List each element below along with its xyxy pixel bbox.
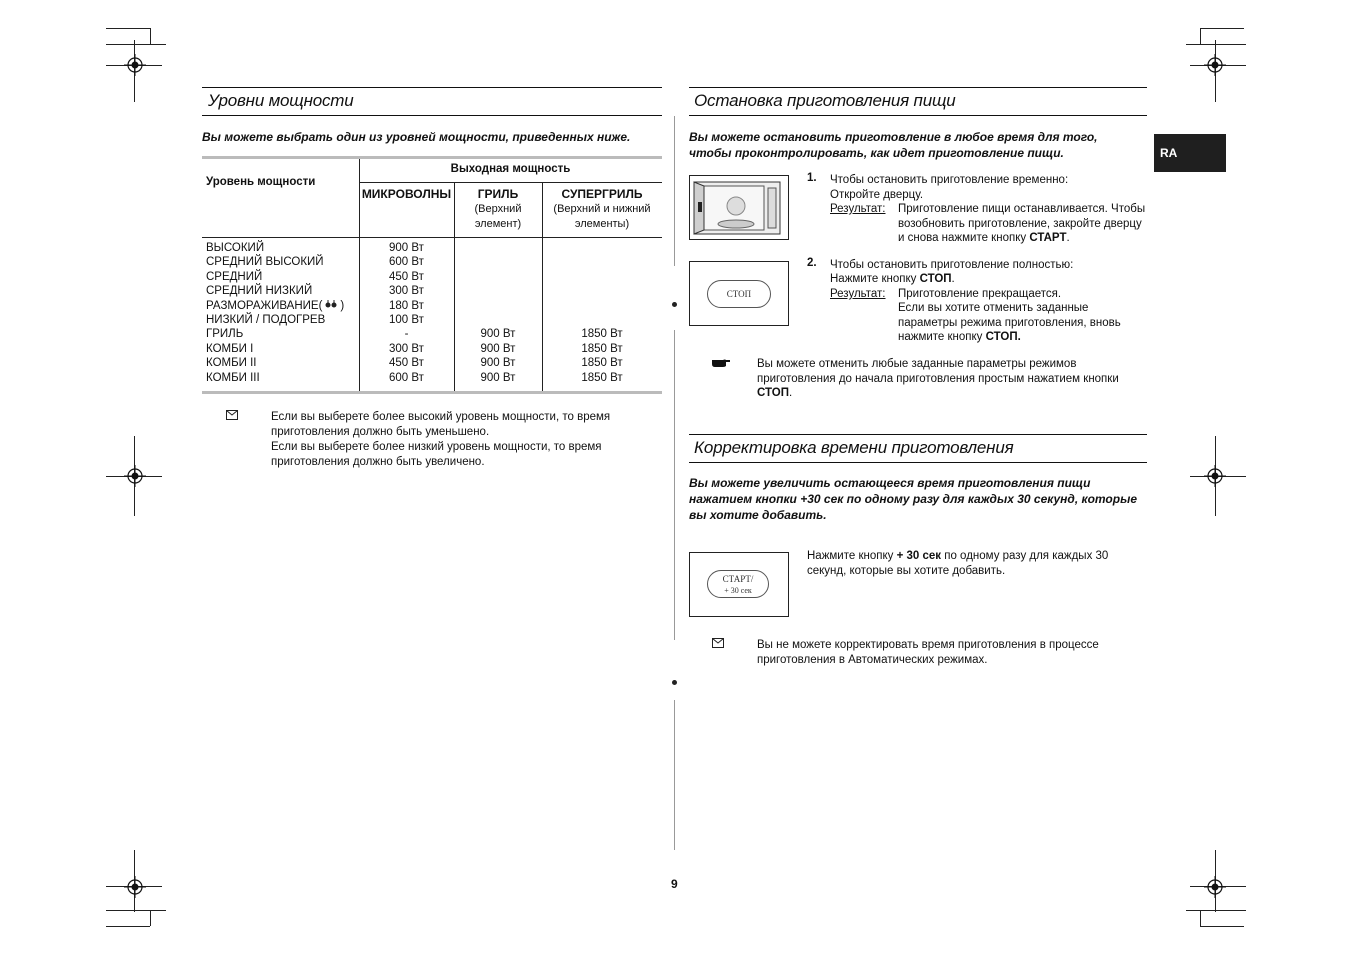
note-icon [712, 638, 724, 648]
defrost-icon [324, 300, 338, 309]
stop-button-illustration [689, 261, 789, 326]
power-levels-intro: Вы можете выбрать один из уровней мощности, приведенных ниже. [202, 130, 631, 144]
table-cell-microwave: 100 Вт [389, 314, 424, 326]
col-header-microwave: МИКРОВОЛНЫ [361, 187, 452, 201]
table-cell-level: РАЗМОРАЖИВАНИЕ( ) [206, 299, 345, 312]
registration-mark-icon [124, 876, 146, 898]
table-cell-supergrill: 1850 Вт [581, 328, 623, 341]
start-keyword: СТАРТ [1029, 232, 1067, 245]
language-tab: RA [1154, 134, 1226, 172]
stop-keyword: СТОП [919, 273, 952, 285]
registration-mark-icon [124, 54, 146, 76]
oven-illustration-icon [690, 176, 788, 239]
col-header-output: Выходная мощность [450, 163, 571, 175]
stop-keyword: СТОП [757, 387, 789, 400]
table-cell-microwave: 600 Вт [389, 371, 424, 384]
col-header-level: Уровень мощности [206, 176, 316, 188]
adjust-intro: Вы можете увеличить остающееся время приготовления пищи нажатием кнопки +30 сек по одному разу для каждых 30 секунд, которые вы хотите добавить. [689, 476, 1138, 522]
adjust-auto-note: Вы не можете корректировать время приготовления в процессе приготовления в Автоматических режимах. [757, 639, 1099, 666]
step-1-action: Откройте дверцу. [830, 189, 924, 201]
power-level-table [202, 156, 662, 394]
step-2-action-text: Нажмите кнопку [830, 273, 917, 285]
table-cell-level: ВЫСОКИЙ [206, 242, 265, 254]
section-title-stop: Остановка приготовления пищи [694, 91, 956, 110]
stop-button: СТОП [707, 280, 771, 308]
note-icon [226, 410, 238, 420]
step-2-result-extra [898, 301, 1138, 345]
table-cell-microwave: 450 Вт [389, 270, 424, 283]
registration-mark-icon [1204, 54, 1226, 76]
start-button-line1: СТАРТ/ [722, 574, 754, 584]
table-cell-level: КОМБИ III [206, 371, 260, 384]
table-cell-microwave: 300 Вт [389, 285, 424, 298]
step-2-number: 2. [807, 257, 817, 269]
step-1-result-label: Результат: [830, 203, 886, 215]
table-cell-level: СРЕДНИЙ ВЫСОКИЙ [206, 256, 324, 269]
step-1-result-text: Приготовление пищи останавливается. Чтобы возобновить приготовление, закройте дверцу и снова нажмите кнопку [898, 203, 1146, 245]
step-2-action: Нажмите кнопку СТОП. [830, 273, 955, 285]
stop-keyword: СТОП. [985, 331, 1021, 344]
page-number: 9 [671, 877, 678, 891]
table-cell-supergrill: 1850 Вт [581, 371, 623, 384]
table-cell-microwave: 900 Вт [389, 242, 424, 254]
step-2-text: Чтобы остановить приготовление полностью: [830, 259, 1074, 271]
table-cell-level: КОМБИ II [206, 357, 257, 370]
table-cell-microwave: - [404, 328, 409, 341]
table-cell-supergrill: 1850 Вт [581, 342, 623, 355]
table-cell-grill: 900 Вт [480, 328, 516, 341]
table-cell-microwave: 300 Вт [389, 342, 424, 355]
table-cell-level: СРЕДНИЙ НИЗКИЙ [206, 285, 313, 298]
table-cell-grill: 900 Вт [480, 371, 516, 384]
registration-mark-icon [124, 465, 146, 487]
step-1-text: Чтобы остановить приготовление временно: [830, 174, 1069, 186]
gutter-dot [672, 680, 677, 685]
cancel-settings-note: Вы можете отменить любые заданные параметры режимов приготовления до начала приготовления простым нажатием кнопки СТОП. [757, 358, 1119, 400]
plus-30-keyword: + 30 сек [896, 550, 942, 562]
adjust-instruction-tail: по одному разу для каждых 30 секунд, которые вы хотите добавить. [807, 550, 1109, 577]
table-cell-supergrill: 1850 Вт [581, 357, 623, 370]
start-30sec-button [707, 570, 769, 598]
col-header-supergrill: СУПЕРГРИЛЬ [561, 187, 643, 201]
gutter-dot [672, 302, 677, 307]
col-header-grill-sub: (Верхний элемент) [474, 203, 522, 230]
registration-mark-icon [1204, 465, 1226, 487]
table-cell-level: СРЕДНИЙ [206, 270, 263, 283]
cancel-settings-note-text: Вы можете отменить любые заданные параметры режимов приготовления до начала приготовления простым нажатием кнопки [757, 358, 1119, 385]
step-2-result-label: Результат: [830, 288, 886, 300]
step-2-result: Приготовление прекращается. [898, 288, 1062, 300]
stop-intro: Вы можете остановить приготовление в любое время для того, чтобы проконтролировать, как идет приготовление пищи. [689, 130, 1098, 160]
note-higher-power: Если вы выберете более высокий уровень мощности, то время приготовления должно быть уменьшено. [271, 411, 611, 438]
step-1-number: 1. [807, 172, 817, 184]
step-2-result-extra-text: Если вы хотите отменить заданные параметры режима приготовления, вновь нажмите кнопку [898, 302, 1121, 344]
adjust-instruction [807, 549, 1137, 578]
start-button-line2: + 30 сек [724, 586, 752, 595]
table-cell-microwave: 600 Вт [389, 256, 424, 269]
adjust-instruction-text: Нажмите кнопку [807, 550, 894, 562]
table-cell-grill: 900 Вт [480, 342, 516, 355]
start-30sec-button-illustration [689, 552, 789, 617]
col-header-supergrill-sub: (Верхний и нижний элементы) [553, 203, 651, 230]
table-cell-level: НИЗКИЙ / ПОДОГРЕВ [206, 314, 326, 326]
table-cell-microwave: 180 Вт [389, 299, 424, 312]
oven-open-door-illustration [689, 175, 789, 240]
col-header-grill: ГРИЛЬ [477, 187, 519, 201]
table-cell-microwave: 450 Вт [389, 357, 424, 370]
table-cell-level: ГРИЛЬ [206, 328, 244, 341]
note-lower-power: Если вы выберете более низкий уровень мощности, то время приготовления должно быть увеличено. [271, 441, 602, 468]
defrost-close-paren: ) [340, 299, 345, 312]
table-cell-level: КОМБИ I [206, 342, 254, 355]
pointing-hand-icon [711, 356, 731, 368]
section-title-power-levels: Уровни мощности [208, 91, 354, 110]
section-title-adjust: Корректировка времени приготовления [694, 438, 1014, 457]
step-1-result: Приготовление пищи останавливается. Чтобы возобновить приготовление, закройте дверцу и снова нажмите кнопку СТАРТ. [898, 203, 1146, 245]
registration-mark-icon [1204, 876, 1226, 898]
table-cell-grill: 900 Вт [480, 357, 516, 370]
